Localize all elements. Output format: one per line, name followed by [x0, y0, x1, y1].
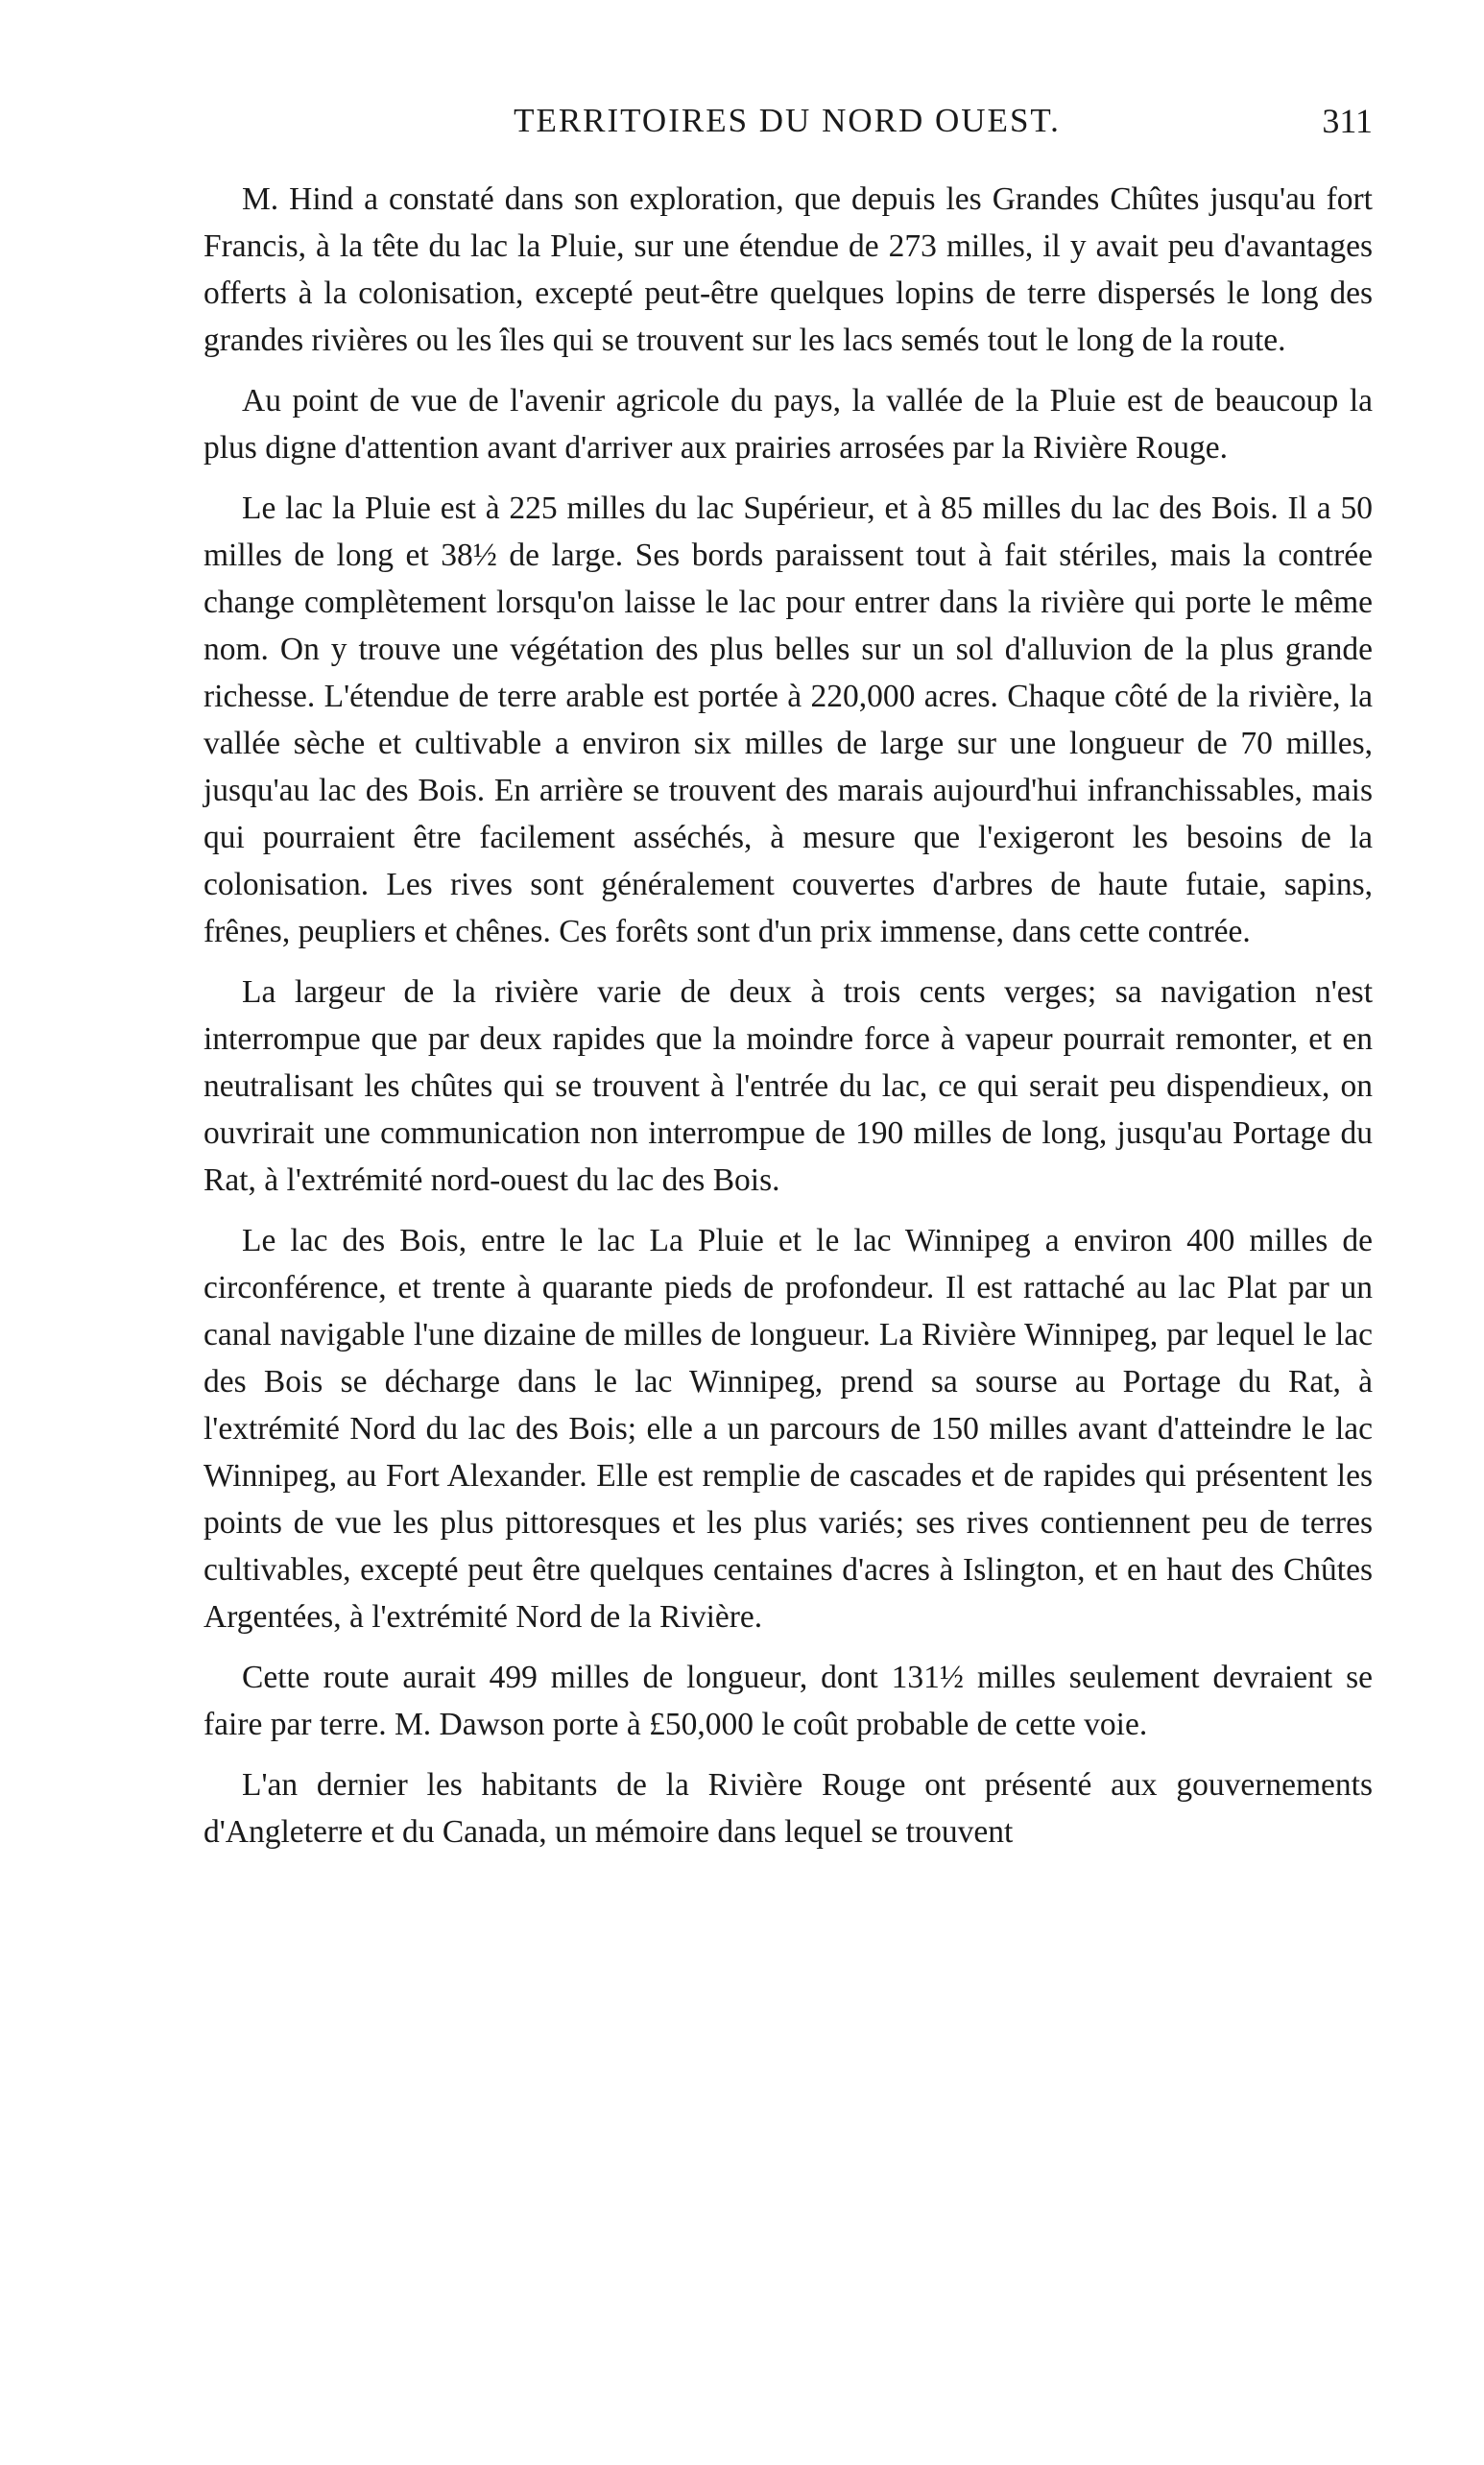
- running-head: [202, 92, 1373, 150]
- paragraph-memorial: L'an dernier les habitants de la Rivière Rouge ont présenté aux gouvernements d'Angleterre et du Canada, un mémoire dans lequel se trouvent: [203, 1767, 1373, 1850]
- paragraph-lac-des-bois: Le lac des Bois, entre le lac La Pluie et le lac Winnipeg a environ 400 milles de circonférence, et trente à quarante pieds de profondeur. Il est rattaché au lac Plat par un canal navigable l'une dizaine de milles de longueur. La Rivière Winnipeg, par lequel le lac des Bois se décharge dans le lac Winnipeg, prend sa sourse au Portage du Rat, à l'extrémité Nord du lac des Bois; elle a un parcours de 150 milles avant d'atteindre le lac Winnipeg, au Fort Alexander. Elle est remplie de cascades et de rapides qui présentent les points de vue les plus pittoresques et les plus variés; ses rives contiennent peu de terres cultivables, excepté peut être quelques centaines d'acres à Islington, et en haut des Chûtes Argentées, à l'extrémité Nord de la Rivière.: [203, 1223, 1373, 1635]
- paragraph-hind-exploration: M. Hind a constaté dans son exploration, que depuis les Grandes Chûtes jusqu'au fort Francis, à la tête du lac la Pluie, sur une étendue de 273 milles, il y avait peu d'avantages offerts à la colonisation, excepté peut-être quelques lopins de terre dispersés le long des grandes rivières ou les îles qui se trouvent sur les lacs semés tout le long de la route.: [203, 181, 1373, 358]
- paragraph-river-width: La largeur de la rivière varie de deux à trois cents verges; sa navigation n'est interrompue que par deux rapides que la moindre force à vapeur pourrait remonter, et en neutralisant les chûtes qui se trouvent à l'entrée du lac, ce qui serait peu dispendieux, on ouvrirait une communication non interrompue de 190 milles de long, jusqu'au Portage du Rat, à l'extrémité nord-ouest du lac des Bois.: [203, 974, 1373, 1198]
- page-number: 311: [1322, 102, 1373, 140]
- paragraph-lac-la-pluie: Le lac la Pluie est à 225 milles du lac Supérieur, et à 85 milles du lac des Bois. Il a 50 milles de long et 38½ de large. Ses bords paraissent tout à fait stériles, mais la contrée change complètement lorsqu'on laisse le lac pour entrer dans la rivière qui porte le même nom. On y trouve une végétation des plus belles sur un sol d'alluvion de la plus grande richesse. L'étendue de terre arable est portée à 220,000 acres. Chaque côté de la rivière, la vallée sèche et cultivable a environ six milles de large sur une longueur de 70 milles, jusqu'au lac des Bois. En arrière se trouvent des marais aujourd'hui infranchissables, mais qui pourraient être facilement asséchés, à mesure que l'exigeront les besoins de la colonisation. Les rives sont généralement couvertes d'arbres de haute futaie, sapins, frênes, peupliers et chênes. Ces forêts sont d'un prix immense, dans cette contrée.: [203, 491, 1373, 949]
- body-text: [203, 176, 1373, 1869]
- running-title: TERRITOIRES DU NORD OUEST.: [514, 102, 1061, 139]
- paragraph-agricultural-future: Au point de vue de l'avenir agricole du pays, la vallée de la Pluie est de beaucoup la plus digne d'attention avant d'arriver aux prairies arrosées par la Rivière Rouge.: [203, 383, 1373, 466]
- paragraph-route-length: Cette route aurait 499 milles de longueur, dont 131½ milles seulement devraient se faire par terre. M. Dawson porte à £50,000 le coût probable de cette voie.: [203, 1660, 1373, 1742]
